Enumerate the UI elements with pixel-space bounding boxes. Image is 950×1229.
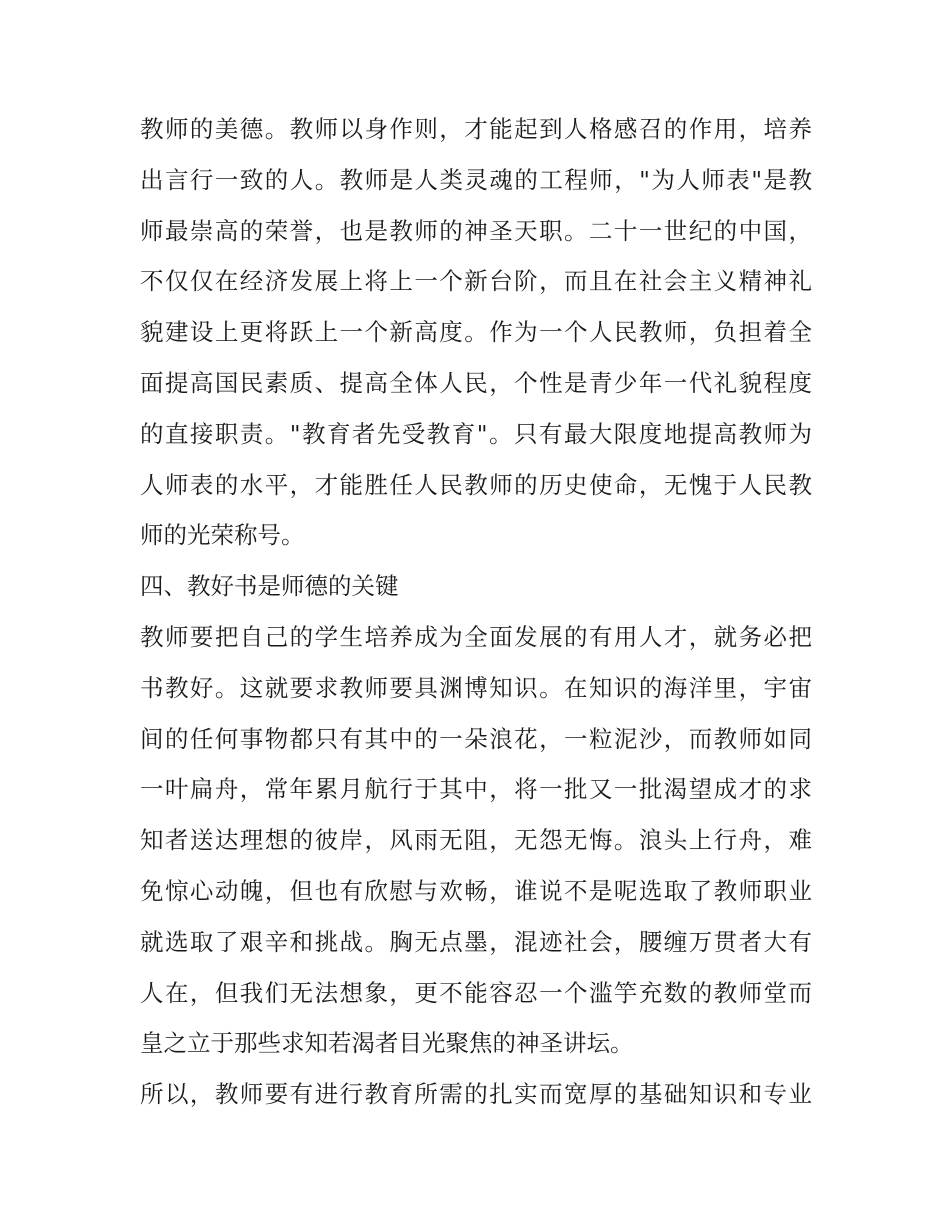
text-line: 一叶扁舟，常年累月航行于其中，将一批又一批渴望成才的求 — [140, 775, 812, 804]
text-line: 的直接职责。"教育者先受教育"。只有最大限度地提高教师为 — [140, 419, 812, 448]
text-line: 教师的美德。教师以身作则，才能起到人格感召的作用，培养 — [140, 115, 812, 143]
paragraph-teaching-key — [140, 612, 812, 1069]
text-line: 师的光荣称号。 — [140, 521, 305, 550]
section-heading: 四、教好书是师德的关键 — [140, 572, 399, 601]
text-line: 出言行一致的人。教师是人类灵魂的工程师，"为人师表"是教 — [140, 165, 812, 194]
text-line: 就选取了艰辛和挑战。胸无点墨，混迹社会，腰缠万贯者大有 — [140, 927, 812, 956]
text-line: 间的任何事物都只有其中的一朵浪花，一粒泥沙，而教师如同 — [140, 724, 812, 753]
text-line: 皇之立于那些求知若渴者目光聚焦的神圣讲坛。 — [140, 1029, 634, 1058]
text-line: 面提高国民素质、提高全体人民，个性是青少年一代礼貌程度 — [140, 368, 812, 397]
text-line: 免惊心动魄，但也有欣慰与欢畅，谁说不是呢选取了教师职业 — [140, 876, 812, 905]
text-line: 所以，教师要有进行教育所需的扎实而宽厚的基础知识和专业 — [140, 1080, 812, 1109]
text-line: 人在，但我们无法想象，更不能容忍一个滥竽充数的教师堂而 — [140, 978, 812, 1007]
text-line: 教师要把自己的学生培养成为全面发展的有用人才，就务必把 — [140, 622, 812, 651]
text-line: 书教好。这就要求教师要具渊博知识。在知识的海洋里，宇宙 — [140, 673, 812, 702]
text-line: 人师表的水平，才能胜任人民教师的历史使命，无愧于人民教 — [140, 470, 812, 499]
text-line: 不仅仅在经济发展上将上一个新台阶，而且在社会主义精神礼 — [140, 267, 812, 296]
document-body — [140, 104, 812, 1120]
text-line: 师最崇高的荣誉，也是教师的神圣天职。二十一世纪的中国， — [140, 216, 812, 245]
text-line: 貌建设上更将跃上一个新高度。作为一个人民教师，负担着全 — [140, 318, 812, 347]
text-line: 知者送达理想的彼岸，风雨无阻，无怨无悔。浪头上行舟，难 — [140, 826, 812, 855]
paragraph-knowledge — [140, 1069, 812, 1120]
paragraph-teacher-virtue — [140, 104, 812, 561]
